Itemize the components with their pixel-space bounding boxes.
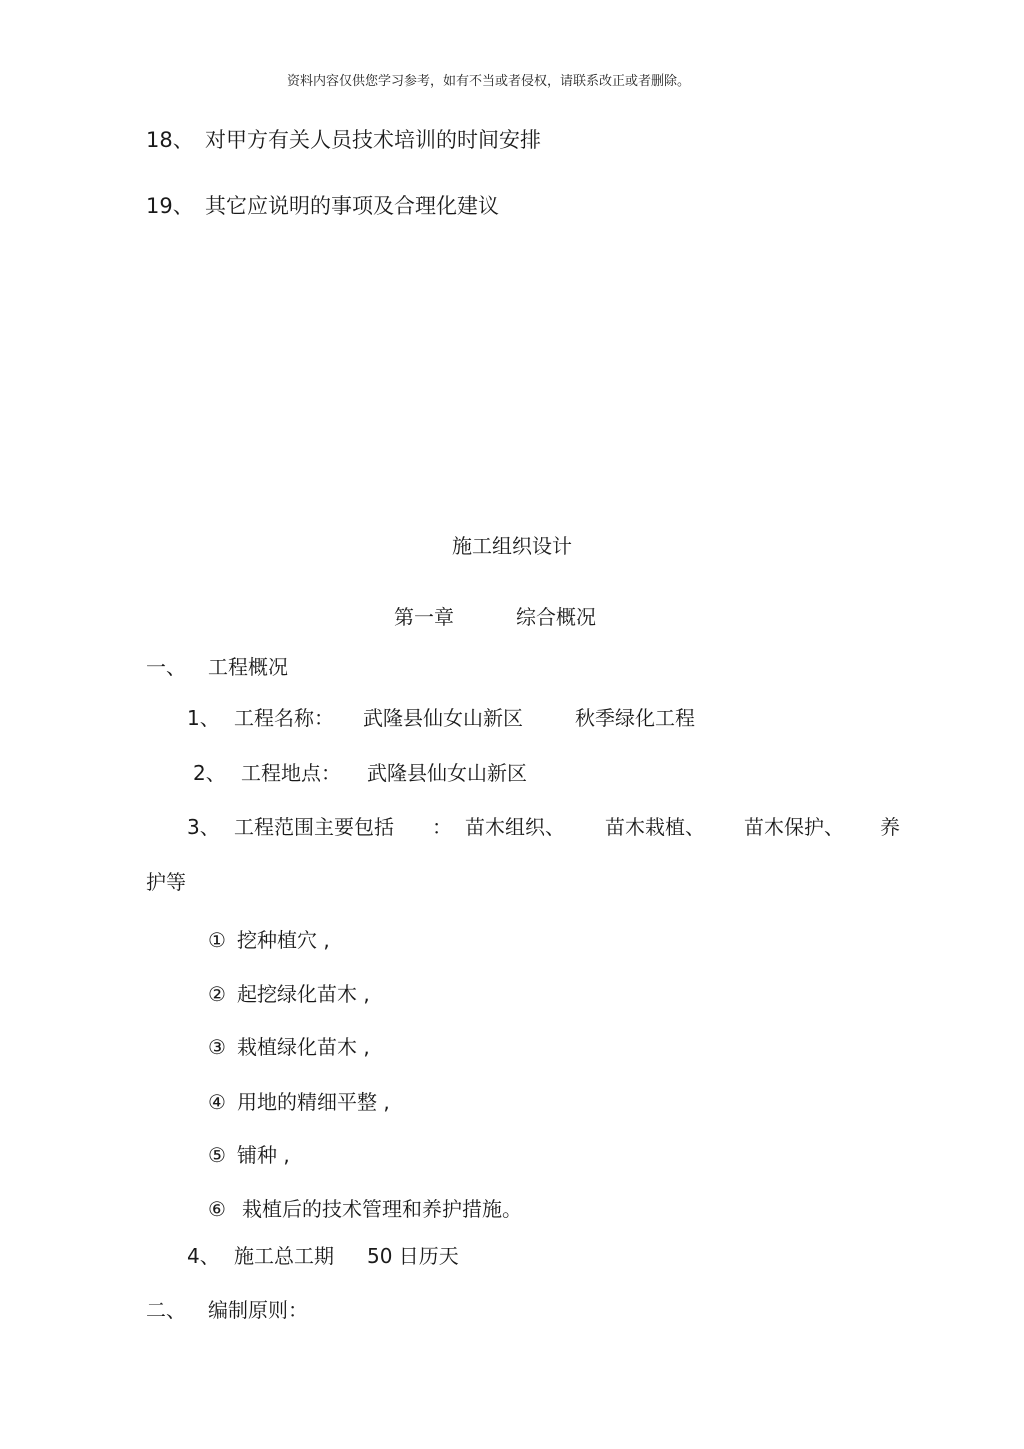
item-4-value: 50 日历天 [367, 1244, 459, 1268]
section-1-number: 一、 [146, 655, 186, 679]
sub-item-1-text: 挖种植穴 , [237, 928, 330, 952]
sub-item-6-mark: ⑥ [208, 1197, 226, 1221]
item-1-value-b: 秋季绿化工程 [575, 706, 695, 730]
item-1-number: 1、 [187, 706, 220, 730]
item-3-continued: 护等 [146, 870, 186, 894]
sub-item-1-mark: ① [208, 928, 226, 952]
item-2-number: 2、 [193, 761, 226, 785]
item-1-label: 工程名称： [234, 706, 334, 730]
item-3-scope-2: 苗木栽植、 [605, 815, 705, 839]
sub-item-4-mark: ④ [208, 1090, 226, 1114]
sub-item-2-text: 起挖绿化苗木 , [237, 982, 370, 1006]
sub-item-5-mark: ⑤ [208, 1143, 226, 1167]
sub-item-3-mark: ③ [208, 1035, 226, 1059]
item-18-number: 18、 [146, 128, 194, 152]
item-18-text: 对甲方有关人员技术培训的时间安排 [205, 128, 541, 152]
document-title: 施工组织设计 [452, 534, 572, 558]
item-19-number: 19、 [146, 194, 194, 218]
section-2-title: 编制原则： [208, 1298, 308, 1322]
item-2-value: 武隆县仙女山新区 [367, 761, 527, 785]
item-3-colon: ： [432, 815, 452, 839]
item-1-value-a: 武隆县仙女山新区 [363, 706, 523, 730]
chapter-label: 第一章 [394, 605, 454, 629]
item-2-label: 工程地点： [241, 761, 341, 785]
sub-item-3-text: 栽植绿化苗木 , [237, 1035, 370, 1059]
item-3-number: 3、 [187, 815, 220, 839]
item-3-scope-3: 苗木保护、 [744, 815, 844, 839]
section-2-number: 二、 [146, 1298, 186, 1322]
item-19-text: 其它应说明的事项及合理化建议 [205, 194, 499, 218]
header-disclaimer: 资料内容仅供您学习参考，如有不当或者侵权，请联系改正或者删除。 [287, 74, 691, 89]
item-4-label: 施工总工期 [234, 1244, 334, 1268]
item-3-scope-4: 养 [880, 815, 900, 839]
sub-item-4-text: 用地的精细平整 , [237, 1090, 390, 1114]
sub-item-5-text: 铺种 , [237, 1143, 290, 1167]
item-4-number: 4、 [187, 1244, 220, 1268]
item-3-label: 工程范围主要包括 [234, 815, 394, 839]
sub-item-6-text: 栽植后的技术管理和养护措施。 [242, 1197, 522, 1221]
sub-item-2-mark: ② [208, 982, 226, 1006]
section-1-title: 工程概况 [208, 655, 288, 679]
item-3-scope-1: 苗木组织、 [465, 815, 565, 839]
chapter-name: 综合概况 [516, 605, 596, 629]
